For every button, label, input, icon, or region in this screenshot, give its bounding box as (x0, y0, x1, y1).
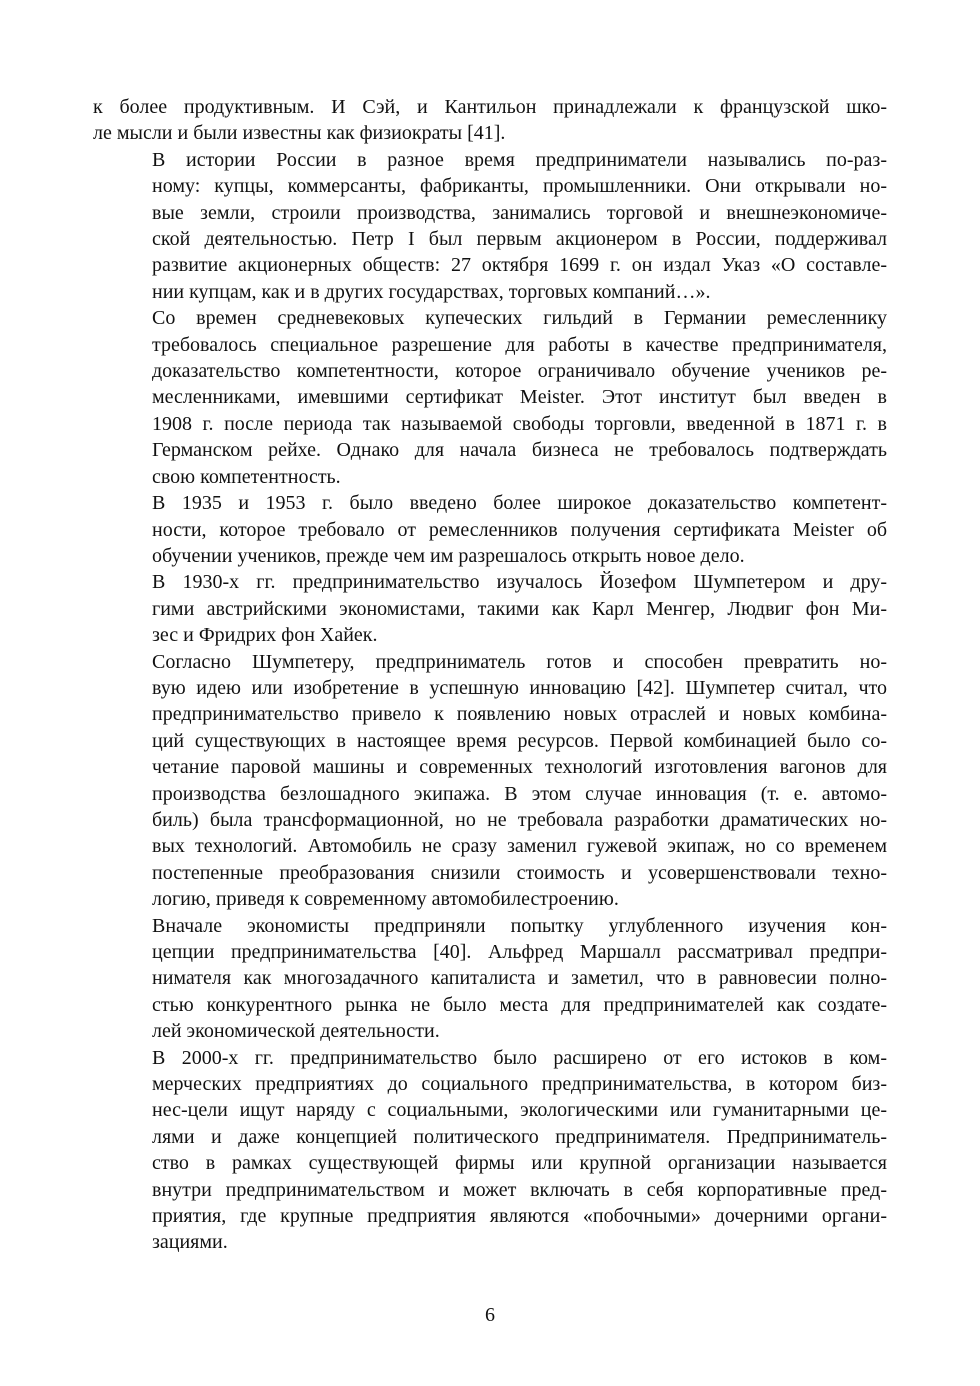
text-line: лей экономической деятельности. (152, 1020, 440, 1043)
paragraph (93, 913, 887, 1045)
page-number: 6 (485, 1304, 495, 1326)
body-text (93, 94, 887, 1256)
text-line: ле мысли и были известны как физиократы [41]. (93, 122, 506, 145)
text-line: цепции предпринимательства [40]. Альфред Маршалл рассматривал предпри- (152, 941, 887, 963)
text-line: ному: купцы, коммерсанты, фабриканты, промышленники. Они открывали но- (152, 175, 887, 198)
text-line: мерческих предприятиях до социального предпринимательства, в котором биз- (152, 1073, 887, 1096)
paragraph (93, 305, 887, 490)
text-line: нии купцам, как и в других государствах, торговых компаний…». (152, 280, 711, 303)
text-line: зес и Фридрих фон Хайек. (152, 624, 378, 647)
text-line: постепенные преобразования снизили стоимость и усовершенствовали техно- (152, 861, 887, 884)
text-line: В 1935 и 1953 г. было введено более широкое доказательство компетент- (152, 492, 887, 515)
text-line: месленниками, имевшими сертификат Meister. Этот институт был введен в (152, 386, 887, 409)
text-line: Германском рейхе. Однако для начала бизнеса не требовалось подтверждать (152, 439, 887, 462)
text-line: ций существующих в настоящее время ресурсов. Первой комбинацией было со- (152, 729, 887, 752)
paragraph (93, 94, 887, 147)
text-line: ской деятельностью. Петр I был первым акционером в России, поддерживал (152, 228, 887, 251)
text-line: В истории России в разное время предприниматели назывались по-раз- (152, 148, 887, 171)
text-line: ство в рамках существующей фирмы или крупной организации называется (152, 1152, 887, 1175)
text-line: Вначале экономисты предприняли попытку углубленного изучения кон- (152, 914, 887, 937)
text-line: производства безлошадного экипажа. В этом случае инновация (т. е. автомо- (152, 782, 887, 805)
text-line: гими австрийскими экономистами, такими как Карл Менгер, Людвиг фон Ми- (152, 597, 887, 620)
paragraph (93, 490, 887, 569)
paragraph (93, 147, 887, 305)
text-line: лями и даже концепцией политического предпринимателя. Предприниматель- (152, 1125, 887, 1148)
text-line: Согласно Шумпетеру, предприниматель готов и способен превратить но- (152, 650, 887, 673)
text-line: логию, приведя к современному автомобилестроению. (152, 888, 619, 911)
text-line: биль) была трансформационной, но не требовала разработки драматических но- (152, 808, 887, 831)
paragraph (93, 649, 887, 913)
text-line: стью конкурентного рынка не было места для предпринимателей как создате- (152, 993, 887, 1016)
text-line: внутри предпринимательством и может включать в себя корпоративные пред- (152, 1178, 887, 1201)
text-line: 1908 г. после периода так называемой свободы торговли, введенной в 1871 г. в (152, 412, 887, 435)
text-line: В 2000-х гг. предпринимательство было расширено от его истоков в ком- (152, 1046, 887, 1069)
text-line: вых технологий. Автомобиль не сразу заменил гужевой экипаж, но со временем (152, 835, 887, 858)
text-line: ности, которое требовало от ремесленников получения сертификата Meister об (152, 518, 887, 541)
text-line: зациями. (152, 1231, 228, 1254)
text-line: Со времен средневековых купеческих гильдий в Германии ремесленнику (152, 307, 887, 330)
text-line: обучении учеников, прежде чем им разрешалось открыть новое дело. (152, 544, 745, 567)
text-line: вые земли, строили производства, занимались торговой и внешнеэкономиче- (152, 201, 887, 224)
paragraph (93, 569, 887, 648)
text-line: доказательство компетентности, которое ограничивало обучение учеников ре- (152, 360, 887, 383)
text-line: вую идею или изобретение в успешную инновацию [42]. Шумпетер считал, что (152, 676, 887, 699)
text-line: к более продуктивным. И Сэй, и Кантильон принадлежали к французской шко- (93, 96, 887, 118)
text-line: требовалось специальное разрешение для работы в качестве предпринимателя, (152, 333, 887, 356)
text-line: приятия, где крупные предприятия являются «побочными» дочерними органи- (152, 1205, 887, 1228)
text-line: нимателя как многозадачного капиталиста и заметил, что в равновесии полно- (152, 967, 887, 990)
text-line: четание паровой машины и современных технологий изготовления вагонов для (152, 756, 887, 779)
text-line: предпринимательство привело к появлению новых отраслей и новых комбина- (152, 703, 887, 726)
text-line: нес-цели ищут наряду с социальными, экологическими или гуманитарными це- (152, 1099, 887, 1122)
text-line: свою компетентность. (152, 465, 341, 488)
text-line: В 1930-х гг. предпринимательство изучалось Йозефом Шумпетером и дру- (152, 571, 887, 594)
paragraph (93, 1045, 887, 1256)
text-line: развитие акционерных обществ: 27 октября 1699 г. он издал Указ «О составле- (152, 254, 887, 277)
